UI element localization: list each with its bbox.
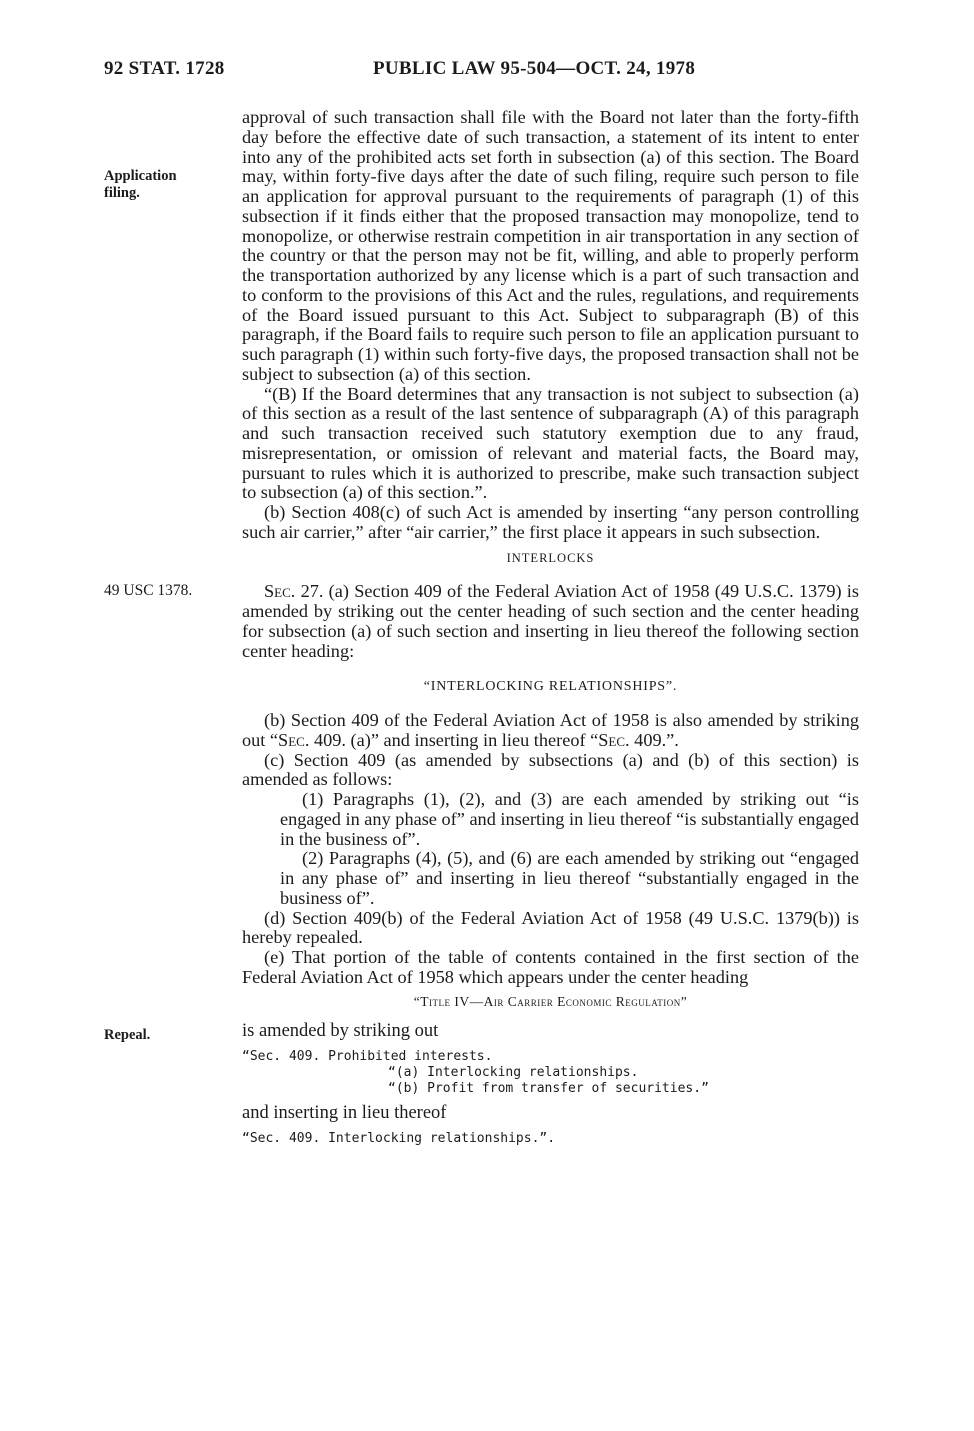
sec-label: Sec <box>598 729 626 750</box>
page-citation: 92 STAT. 1728 <box>104 58 225 79</box>
amended-by-text: is amended by striking out <box>242 1021 439 1042</box>
inserting-text: and inserting in lieu thereof <box>242 1103 447 1124</box>
toc-new-line: “Sec. 409. Interlocking relationships.”. <box>242 1131 556 1147</box>
margin-note-repeal: Repeal. <box>104 1027 151 1043</box>
paragraph-b-subparagraph: “(B) If the Board determines that any transaction is not subject to subsection (a) of this section as a result of the last sentence of subparagraph (A) of this paragraph and such transaction received such statutory exemption due to any fraud, misrepresentation, or omission of relevant and material facts, the Board may, pursuant to rules which it is authorized to prescribe, make such transaction subject to subsection (a) of this section.”. <box>242 383 859 503</box>
section-heading-interlocks: INTERLOCKS <box>506 550 595 565</box>
toc-line: “(b) Profit from transfer of securities.” <box>388 1081 709 1097</box>
sec-27a-text: . 27. (a) Section 409 of the Federal Aviation Act of 1958 (49 U.S.C. 1379) is amended by striking out the center heading of such section and the center heading for subsection (a) of such section and inserting in lieu thereof the following section center heading: <box>242 581 859 661</box>
paragraph-sec-27b <box>242 711 859 751</box>
margin-note-usc-1378: 49 USC 1378. <box>104 582 193 599</box>
toc-striking-block <box>242 1049 859 1097</box>
paragraph-section-408c: (b) Section 408(c) of such Act is amended by inserting “any person controlling such air carrier,” after “air carrier,” the first place it appears in such subsection. <box>242 502 859 542</box>
toc-line: “Sec. 409. Prohibited interests. <box>242 1049 493 1065</box>
margin-note-application-filing <box>104 168 177 202</box>
sec-27b-text-3: . 409.”. <box>625 729 679 750</box>
paragraph-sec-27c: (c) Section 409 (as amended by subsections (a) and (b) of this section) is amended as follows: <box>242 749 859 790</box>
paragraph-sec-27a <box>242 582 859 661</box>
paragraph-sec-27c-1: (1) Paragraphs (1), (2), and (3) are each amended by striking out “is engaged in any phase of” and inserting in lieu thereof “is substantially engaged in the business of”. <box>280 789 859 849</box>
paragraph-sec-27c-2: (2) Paragraphs (4), (5), and (6) are each amended by striking out “engaged in any phase of” and inserting in lieu thereof “substantially engaged in the business of”. <box>280 848 859 908</box>
sec-label: Sec <box>264 581 291 602</box>
center-heading-title-iv: “Title IV—Air Carrier Economic Regulation” <box>413 993 688 1009</box>
toc-line: “(a) Interlocking relationships. <box>388 1065 639 1081</box>
sec-label: Sec <box>278 729 305 750</box>
body-text <box>242 108 859 1147</box>
sec-27b-text-1: (b) Section 409 of the Federal Aviation Act of 1958 is also amended by striking out “ <box>242 710 859 750</box>
margin-note-line: Application <box>104 168 177 184</box>
paragraph-1: approval of such transaction shall file with the Board not later than the forty-fifth day before the effective date of such transaction, a statement of its intent to enter into any of the prohibited acts set forth in subsection (a) of this section. The Board may, within forty-five days after the date of such filing, require such person to file an application for approval pursuant to the requirements of paragraph (1) of this subsection if it finds either that the proposed transaction may monopolize, tend to monopolize, or otherwise restrain competition in air transportation in any section of the country or that the person may not be fit, willing, and able to properly perform the transportation authorized by any license which is a part of such transaction and to conform to the provisions of this Act and the rules, regulations, and requirements of the Board issued pursuant to this Act. Subject to subparagraph (B) of this paragraph, if the Board fails to require such person to file an application pursuant to such paragraph (1) within such forty-five days, the proposed transaction shall not be subject to subsection (a) of this section. <box>242 107 859 384</box>
center-heading-interlocking: “INTERLOCKING RELATIONSHIPS”. <box>423 679 678 695</box>
sec-27b-text-2: . 409. (a)” and inserting in lieu thereof “ <box>304 729 599 750</box>
paragraph-sec-27e: (e) That portion of the table of contents contained in the first section of the Federal Aviation Act of 1958 which appears under the center heading <box>242 947 859 987</box>
margin-note-line: filing. <box>104 185 140 201</box>
running-head: PUBLIC LAW 95-504—OCT. 24, 1978 <box>373 58 696 79</box>
paragraph-sec-27d: (d) Section 409(b) of the Federal Aviation Act of 1958 (49 U.S.C. 1379(b)) is hereby repealed. <box>242 907 859 948</box>
